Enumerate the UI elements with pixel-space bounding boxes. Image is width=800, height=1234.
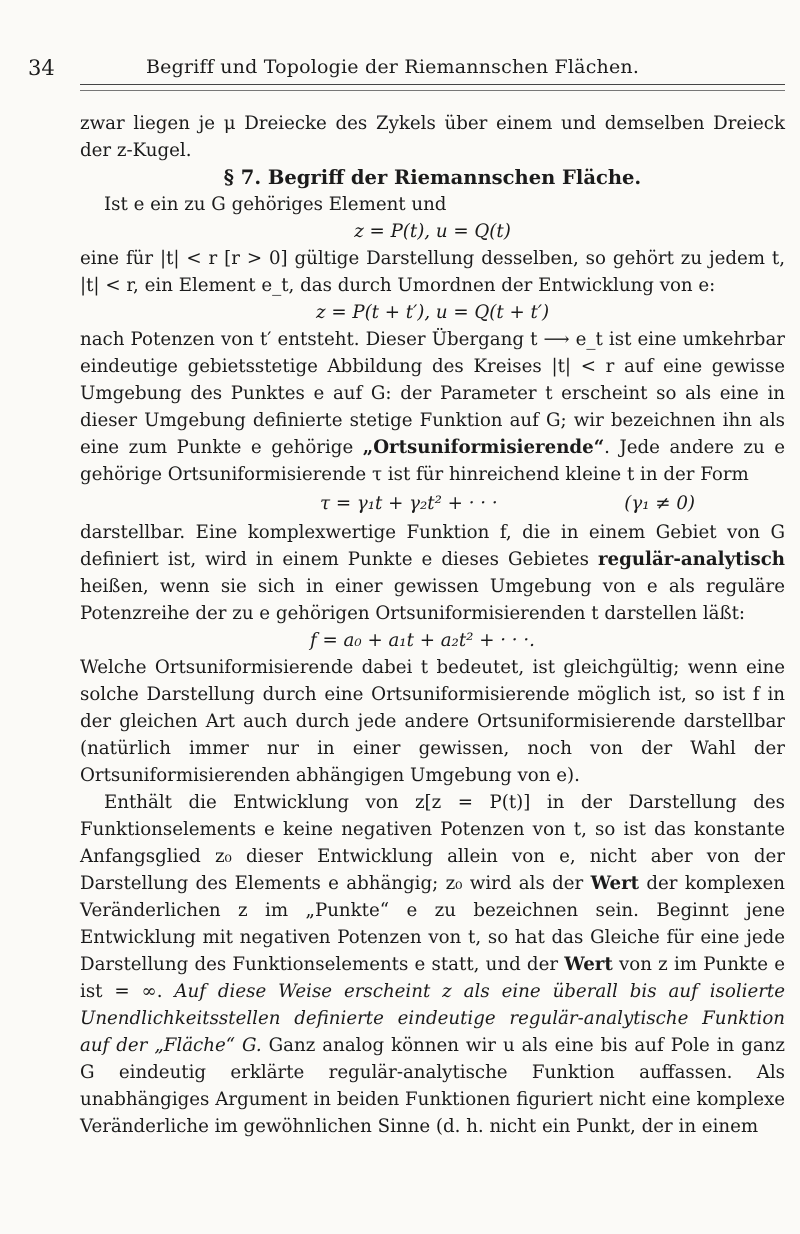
- header-rule: [80, 84, 785, 85]
- paragraph-uniformizer-choice: Welche Ortsuniformisierende dabei t bedeutet, ist gleichgültig; wenn eine solche Darstellung durch eine Ortsuniformisierende möglich ist, so ist f in der gleichen Art auch durch jede andere Ortsuniformisierende darstellbar (natürlich immer nur in einer gewissen, noch von der Wahl der Ortsuniformisierenden abhängigen Umgebung von e).: [80, 657, 785, 786]
- text-run: Ganz analog können wir u als eine bis auf Pole in ganz G eindeutig erklärte regulär-analytische Funktion auffassen. Als unabhängiges Argument in beiden Funktionen figuriert nicht eine komplexe Veränderliche im gewöhnlichen Sinne (d. h. nicht ein Punkt, der in einem: [80, 1035, 785, 1137]
- text-run: Enthält die Entwicklung von z[z = P(t)] in der Darstellung des Funktionselements e keine negativen Potenzen von t, so ist das konstante Anfangsglied z₀ dieser Entwicklung allein von e, nicht aber von der Darstellung des Elements e abhängig; z₀ wird als der: [80, 792, 785, 894]
- text-run: heißen, wenn sie sich in einer gewissen Umgebung von e als reguläre Potenzreihe der zu e gehörigen Ortsuniformisierenden t darstellen läßt:: [80, 576, 785, 624]
- text-run: der komplexen Veränderlichen z im „Punkte“ e zu bezeichnen sein. Beginnt jene Entwicklung mit negativen Potenzen von t, so hat das Gleiche für eine jede Darstellung des Funktionselements e statt, und der: [80, 873, 785, 975]
- paragraph-local-uniformizer: [80, 326, 785, 488]
- section-heading: § 7. Begriff der Riemannschen Fläche.: [223, 166, 642, 189]
- emphasis-theorem: Auf diese Weise erscheint z als eine überall bis auf isolierte Unendlichkeitsstellen definierte eindeutige regulär-analytische Funktion auf der „Fläche“ G.: [80, 981, 785, 1056]
- term-wert: Wert: [590, 873, 640, 894]
- paragraph-continuation: zwar liegen je μ Dreiecke des Zykels über einem und demselben Dreieck der z-Kugel.: [80, 113, 785, 161]
- formula-reordering: z = P(t + t′), u = Q(t + t′): [315, 302, 550, 323]
- text-run: darstellbar. Eine komplexwertige Funktion f, die in einem Gebiet von G definiert ist, wird in einem Punkte e dieses Gebietes: [80, 522, 785, 570]
- paragraph-element-def: Ist e ein zu G gehöriges Element und: [104, 194, 447, 215]
- running-title: Begriff und Topologie der Riemannschen Flächen.: [146, 56, 640, 78]
- formula-representation: z = P(t), u = Q(t): [354, 221, 511, 242]
- text-run: nach Potenzen von t′ entsteht. Dieser Übergang t ⟶ e_t ist eine umkehrbar eindeutige gebietsstetige Abbildung des Kreises |t| < r auf eine gewisse Umgebung des Punktes e auf G: der Parameter t erscheint so als eine in dieser Umgebung definierte stetige Funktion auf G; wir bezeichnen ihn als eine zum Punkte e gehörige: [80, 329, 785, 458]
- text-run: . Jede andere zu e gehörige Ortsuniformisierende τ ist für hinreichend kleine t in der Form: [80, 437, 785, 485]
- term-ortsuniformisierende: „Ortsuniformisierende“: [362, 437, 605, 458]
- paragraph-value-definition: [80, 789, 785, 1140]
- header-rule-lower: [80, 90, 785, 91]
- formula-tau-series: [80, 490, 785, 517]
- paragraph-regular-analytic: [80, 519, 785, 627]
- page-body: [80, 110, 785, 1140]
- formula-tau-left: τ = γ₁t + γ₂t² + · · ·: [320, 493, 498, 514]
- paragraph-valid-representation: eine für |t| < r [r > 0] gültige Darstellung desselben, so gehört zu jedem t, |t| < r, ein Element e_t, das durch Umordnen der Entwicklung von e:: [80, 248, 785, 296]
- formula-power-series: f = a₀ + a₁t + a₂t² + · · ·.: [310, 630, 535, 651]
- text-run: von z im Punkte e ist = ∞.: [80, 954, 785, 1002]
- running-header: [28, 50, 788, 80]
- term-regulaer-analytisch: regulär-analytisch: [597, 549, 785, 570]
- term-wert-2: Wert: [564, 954, 613, 975]
- formula-tau-condition: (γ₁ ≠ 0): [624, 493, 695, 514]
- page-number: 34: [28, 56, 55, 80]
